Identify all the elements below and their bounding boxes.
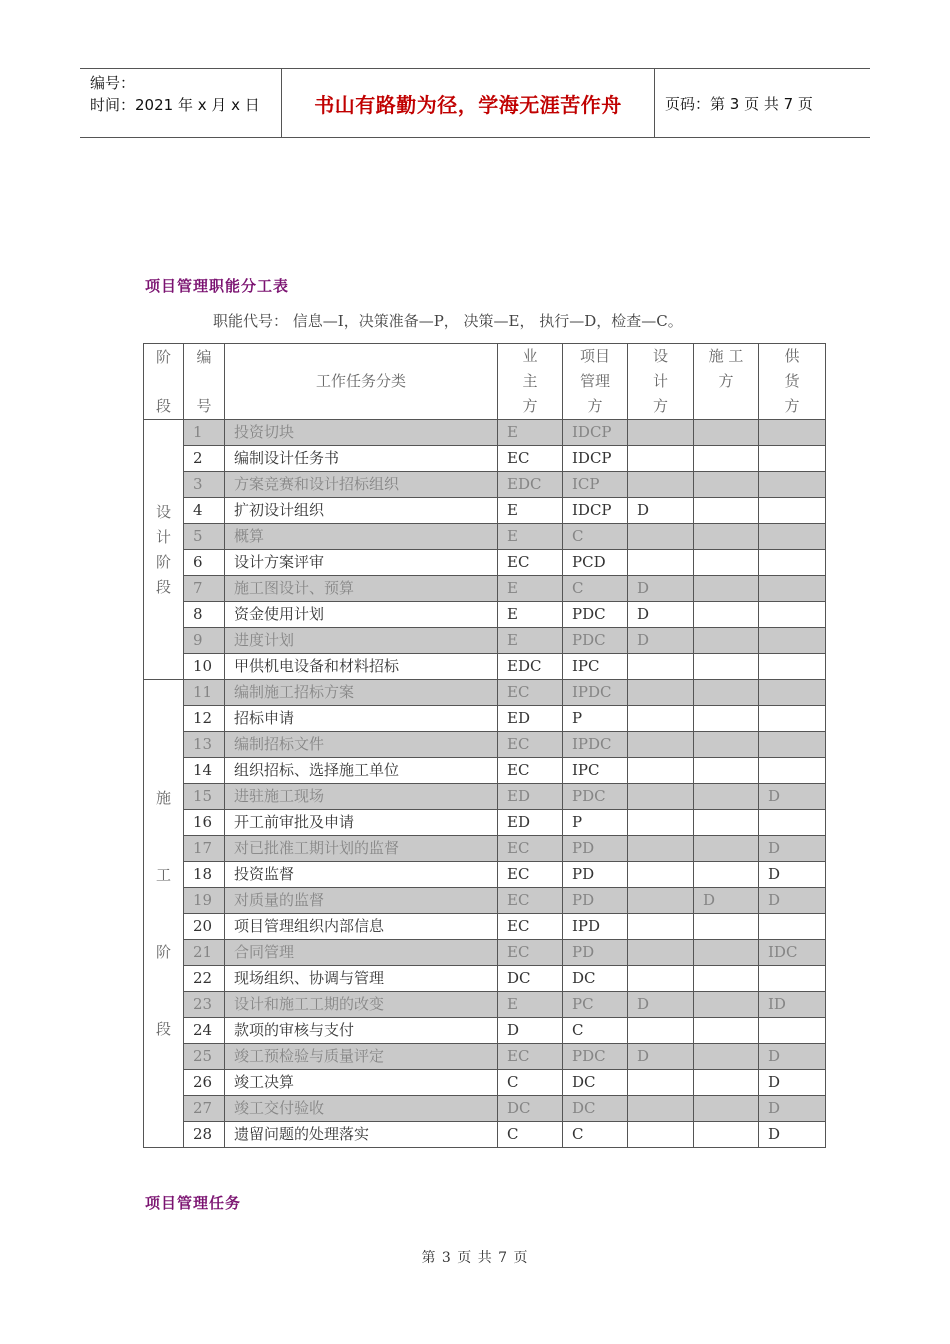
header-designer-line: 设 (652, 347, 668, 365)
header-contractor (694, 344, 759, 420)
cell-supplier (759, 550, 826, 576)
cell-contractor (694, 446, 759, 472)
table-row (144, 992, 826, 1018)
table-row (144, 706, 826, 732)
cell-pm: IDCP (563, 446, 628, 472)
cell-supplier (759, 524, 826, 550)
cell-task: 设计方案评审 (225, 550, 498, 576)
document-date-label: 时间：2021 年 x 月 x 日 (90, 96, 260, 114)
header-number-line: 编 (196, 347, 212, 366)
cell-task: 款项的审核与支付 (225, 1018, 498, 1044)
cell-pm: C (563, 1018, 628, 1044)
cell-no: 18 (184, 862, 225, 888)
cell-no: 11 (184, 680, 225, 706)
cell-owner: EC (498, 446, 563, 472)
table-row (144, 1018, 826, 1044)
cell-contractor (694, 654, 759, 680)
cell-contractor (694, 706, 759, 732)
cell-task: 投资切块 (225, 420, 498, 446)
cell-designer (628, 420, 694, 446)
cell-contractor (694, 472, 759, 498)
cell-designer: D (628, 602, 694, 628)
phase-cell-construction (144, 680, 184, 1148)
cell-contractor (694, 1044, 759, 1070)
cell-contractor (694, 1096, 759, 1122)
cell-task: 编制设计任务书 (225, 446, 498, 472)
cell-contractor: D (694, 888, 759, 914)
cell-owner: C (498, 1070, 563, 1096)
cell-supplier (759, 1018, 826, 1044)
cell-task: 概算 (225, 524, 498, 550)
cell-designer (628, 784, 694, 810)
cell-owner: ED (498, 810, 563, 836)
cell-task: 进驻施工现场 (225, 784, 498, 810)
cell-no: 27 (184, 1096, 225, 1122)
cell-owner: EC (498, 550, 563, 576)
cell-pm: ICP (563, 472, 628, 498)
section-title-pm-tasks: 项目管理任务 (145, 1194, 242, 1212)
cell-designer (628, 680, 694, 706)
header-designer-line: 方 (652, 397, 668, 415)
cell-pm: DC (563, 966, 628, 992)
phase-char: 阶 (155, 942, 171, 961)
cell-no: 15 (184, 784, 225, 810)
cell-pm: IDCP (563, 498, 628, 524)
cell-contractor (694, 550, 759, 576)
cell-pm: PD (563, 888, 628, 914)
cell-no: 17 (184, 836, 225, 862)
cell-contractor (694, 862, 759, 888)
cell-supplier (759, 628, 826, 654)
header-supplier-line: 方 (784, 397, 800, 415)
cell-pm: PC (563, 992, 628, 1018)
cell-no: 23 (184, 992, 225, 1018)
cell-task: 开工前审批及申请 (225, 810, 498, 836)
cell-supplier: D (759, 1122, 826, 1148)
table-row (144, 420, 826, 446)
cell-no: 14 (184, 758, 225, 784)
cell-supplier: D (759, 862, 826, 888)
table-row (144, 1070, 826, 1096)
header-pm (563, 344, 628, 420)
cell-supplier: D (759, 1096, 826, 1122)
cell-no: 9 (184, 628, 225, 654)
cell-supplier (759, 576, 826, 602)
cell-no: 22 (184, 966, 225, 992)
header-designer-line: 计 (652, 372, 668, 390)
cell-no: 6 (184, 550, 225, 576)
header-phase-line: 段 (155, 396, 171, 415)
document-number-label: 编号： (90, 74, 136, 92)
cell-task: 招标申请 (225, 706, 498, 732)
cell-supplier (759, 446, 826, 472)
cell-no: 1 (184, 420, 225, 446)
cell-contractor (694, 1018, 759, 1044)
cell-task: 对已批准工期计划的监督 (225, 836, 498, 862)
cell-supplier (759, 498, 826, 524)
table-row (144, 940, 826, 966)
cell-designer (628, 706, 694, 732)
cell-pm: DC (563, 1096, 628, 1122)
cell-designer (628, 732, 694, 758)
page-footer: 第 3 页 共 7 页 (421, 1250, 529, 1266)
cell-no: 8 (184, 602, 225, 628)
table-row (144, 810, 826, 836)
cell-designer (628, 810, 694, 836)
cell-supplier (759, 732, 826, 758)
header-owner (498, 344, 563, 420)
cell-task: 设计和施工工期的改变 (225, 992, 498, 1018)
cell-task: 方案竞赛和设计招标组织 (225, 472, 498, 498)
cell-pm: C (563, 524, 628, 550)
cell-no: 26 (184, 1070, 225, 1096)
cell-owner: EDC (498, 654, 563, 680)
phase-cell-design (144, 420, 184, 680)
cell-task: 扩初设计组织 (225, 498, 498, 524)
cell-designer: D (628, 576, 694, 602)
cell-pm: PDC (563, 602, 628, 628)
cell-task: 资金使用计划 (225, 602, 498, 628)
table-row (144, 758, 826, 784)
cell-pm: IPC (563, 758, 628, 784)
cell-designer (628, 862, 694, 888)
cell-pm: C (563, 576, 628, 602)
cell-owner: ED (498, 784, 563, 810)
cell-no: 12 (184, 706, 225, 732)
header-designer (628, 344, 694, 420)
header-motto: 书山有路勤为径，学海无涯苦作舟 (282, 69, 655, 137)
cell-task: 合同管理 (225, 940, 498, 966)
header-owner-line: 主 (522, 372, 538, 390)
header-task: 工作任务分类 (225, 344, 498, 420)
cell-designer: D (628, 498, 694, 524)
cell-owner: C (498, 1122, 563, 1148)
cell-designer (628, 550, 694, 576)
cell-supplier (759, 810, 826, 836)
page-header (80, 68, 870, 138)
cell-owner: D (498, 1018, 563, 1044)
cell-designer (628, 1018, 694, 1044)
cell-supplier (759, 758, 826, 784)
header-owner-line: 业 (522, 347, 538, 365)
table-row (144, 862, 826, 888)
cell-supplier: D (759, 836, 826, 862)
cell-designer (628, 1070, 694, 1096)
cell-owner: E (498, 628, 563, 654)
cell-task: 编制施工招标方案 (225, 680, 498, 706)
header-phase (144, 344, 184, 420)
table-row (144, 498, 826, 524)
cell-owner: EDC (498, 472, 563, 498)
cell-no: 16 (184, 810, 225, 836)
header-owner-line: 方 (522, 397, 538, 415)
cell-pm: IDCP (563, 420, 628, 446)
cell-supplier (759, 472, 826, 498)
cell-contractor (694, 966, 759, 992)
table-row (144, 576, 826, 602)
cell-task: 进度计划 (225, 628, 498, 654)
phase-char: 段 (155, 577, 171, 596)
cell-task: 项目管理组织内部信息 (225, 914, 498, 940)
cell-pm: PCD (563, 550, 628, 576)
cell-contractor (694, 914, 759, 940)
table-row (144, 784, 826, 810)
cell-owner: EC (498, 888, 563, 914)
cell-contractor (694, 576, 759, 602)
cell-designer: D (628, 992, 694, 1018)
cell-supplier (759, 680, 826, 706)
cell-contractor (694, 992, 759, 1018)
cell-pm: IPD (563, 914, 628, 940)
cell-no: 25 (184, 1044, 225, 1070)
cell-pm: C (563, 1122, 628, 1148)
header-pm-line: 管理 (579, 372, 610, 390)
cell-owner: DC (498, 966, 563, 992)
header-page-number: 页码：第 3 页 共 7 页 (665, 94, 813, 113)
table-row (144, 446, 826, 472)
cell-task: 遗留问题的处理落实 (225, 1122, 498, 1148)
cell-contractor (694, 1122, 759, 1148)
cell-no: 13 (184, 732, 225, 758)
table-row (144, 888, 826, 914)
cell-designer (628, 966, 694, 992)
cell-designer: D (628, 1044, 694, 1070)
cell-task: 编制招标文件 (225, 732, 498, 758)
cell-no: 2 (184, 446, 225, 472)
cell-owner: EC (498, 680, 563, 706)
header-supplier-line: 供 (784, 347, 800, 365)
table-row (144, 836, 826, 862)
cell-owner: DC (498, 1096, 563, 1122)
cell-pm: PD (563, 836, 628, 862)
cell-task: 现场组织、协调与管理 (225, 966, 498, 992)
cell-designer (628, 446, 694, 472)
cell-designer (628, 654, 694, 680)
cell-pm: PD (563, 940, 628, 966)
cell-owner: EC (498, 862, 563, 888)
cell-designer (628, 472, 694, 498)
cell-designer (628, 524, 694, 550)
cell-task: 组织招标、选择施工单位 (225, 758, 498, 784)
cell-pm: PD (563, 862, 628, 888)
table-row (144, 472, 826, 498)
cell-designer (628, 758, 694, 784)
cell-owner: E (498, 992, 563, 1018)
phase-char: 段 (155, 1019, 171, 1038)
cell-contractor (694, 810, 759, 836)
cell-pm: PDC (563, 1044, 628, 1070)
table-row (144, 1096, 826, 1122)
cell-pm: P (563, 810, 628, 836)
table-row (144, 550, 826, 576)
phase-char: 工 (155, 865, 171, 884)
table-row (144, 654, 826, 680)
header-supplier (759, 344, 826, 420)
table-row (144, 628, 826, 654)
cell-no: 7 (184, 576, 225, 602)
cell-supplier (759, 420, 826, 446)
cell-supplier (759, 602, 826, 628)
cell-owner: EC (498, 940, 563, 966)
cell-pm: PDC (563, 628, 628, 654)
cell-contractor (694, 628, 759, 654)
cell-designer (628, 940, 694, 966)
phase-char: 阶 (155, 552, 171, 571)
cell-pm: DC (563, 1070, 628, 1096)
cell-owner: EC (498, 1044, 563, 1070)
cell-pm: IPC (563, 654, 628, 680)
cell-contractor (694, 836, 759, 862)
cell-no: 28 (184, 1122, 225, 1148)
cell-contractor (694, 758, 759, 784)
phase-char: 施 (155, 788, 171, 807)
phase-char: 计 (155, 527, 171, 546)
cell-supplier (759, 654, 826, 680)
cell-owner: ED (498, 706, 563, 732)
cell-pm: IPDC (563, 732, 628, 758)
cell-contractor (694, 732, 759, 758)
table-header-row (144, 344, 826, 420)
function-code-legend: 职能代号： 信息—I，决策准备—P， 决策—E， 执行—D，检查—C。 (213, 312, 683, 330)
cell-supplier: D (759, 888, 826, 914)
header-pm-line: 项目 (579, 347, 610, 365)
cell-task: 竣工决算 (225, 1070, 498, 1096)
table-row (144, 602, 826, 628)
cell-pm: P (563, 706, 628, 732)
cell-contractor (694, 524, 759, 550)
cell-designer (628, 836, 694, 862)
cell-supplier: IDC (759, 940, 826, 966)
header-number-line: 号 (196, 396, 212, 415)
cell-contractor (694, 680, 759, 706)
cell-no: 19 (184, 888, 225, 914)
header-phase-line: 阶 (155, 347, 171, 366)
cell-owner: E (498, 576, 563, 602)
cell-no: 4 (184, 498, 225, 524)
table-row (144, 1122, 826, 1148)
cell-task: 对质量的监督 (225, 888, 498, 914)
header-contractor-line: 施 工 (708, 347, 744, 365)
cell-task: 施工图设计、预算 (225, 576, 498, 602)
table-row (144, 732, 826, 758)
header-meta (80, 69, 282, 137)
cell-contractor (694, 784, 759, 810)
duty-division-table (143, 343, 826, 1148)
section-title-duty-table: 项目管理职能分工表 (145, 277, 290, 295)
cell-task: 竣工交付验收 (225, 1096, 498, 1122)
cell-owner: EC (498, 732, 563, 758)
cell-supplier: D (759, 784, 826, 810)
table-row (144, 680, 826, 706)
cell-no: 10 (184, 654, 225, 680)
cell-contractor (694, 940, 759, 966)
cell-no: 3 (184, 472, 225, 498)
cell-designer (628, 914, 694, 940)
cell-contractor (694, 420, 759, 446)
header-pm-line: 方 (587, 397, 603, 415)
cell-designer (628, 888, 694, 914)
header-supplier-line: 货 (784, 372, 800, 390)
cell-supplier: D (759, 1070, 826, 1096)
cell-owner: E (498, 602, 563, 628)
cell-task: 竣工预检验与质量评定 (225, 1044, 498, 1070)
cell-supplier (759, 966, 826, 992)
table-row (144, 1044, 826, 1070)
cell-contractor (694, 1070, 759, 1096)
cell-pm: IPDC (563, 680, 628, 706)
cell-contractor (694, 602, 759, 628)
header-contractor-line: 方 (718, 372, 734, 390)
cell-owner: E (498, 524, 563, 550)
table-row (144, 524, 826, 550)
cell-no: 5 (184, 524, 225, 550)
cell-designer (628, 1122, 694, 1148)
cell-owner: E (498, 498, 563, 524)
cell-owner: EC (498, 914, 563, 940)
cell-supplier (759, 706, 826, 732)
header-number (184, 344, 225, 420)
table-row (144, 966, 826, 992)
cell-pm: PDC (563, 784, 628, 810)
cell-designer: D (628, 628, 694, 654)
cell-task: 投资监督 (225, 862, 498, 888)
cell-owner: E (498, 420, 563, 446)
cell-contractor (694, 498, 759, 524)
cell-designer (628, 1096, 694, 1122)
cell-supplier (759, 914, 826, 940)
table-row (144, 914, 826, 940)
cell-owner: EC (498, 836, 563, 862)
cell-owner: EC (498, 758, 563, 784)
cell-no: 21 (184, 940, 225, 966)
cell-supplier: ID (759, 992, 826, 1018)
phase-char: 设 (155, 502, 171, 521)
cell-no: 24 (184, 1018, 225, 1044)
cell-no: 20 (184, 914, 225, 940)
cell-task: 甲供机电设备和材料招标 (225, 654, 498, 680)
cell-supplier: D (759, 1044, 826, 1070)
